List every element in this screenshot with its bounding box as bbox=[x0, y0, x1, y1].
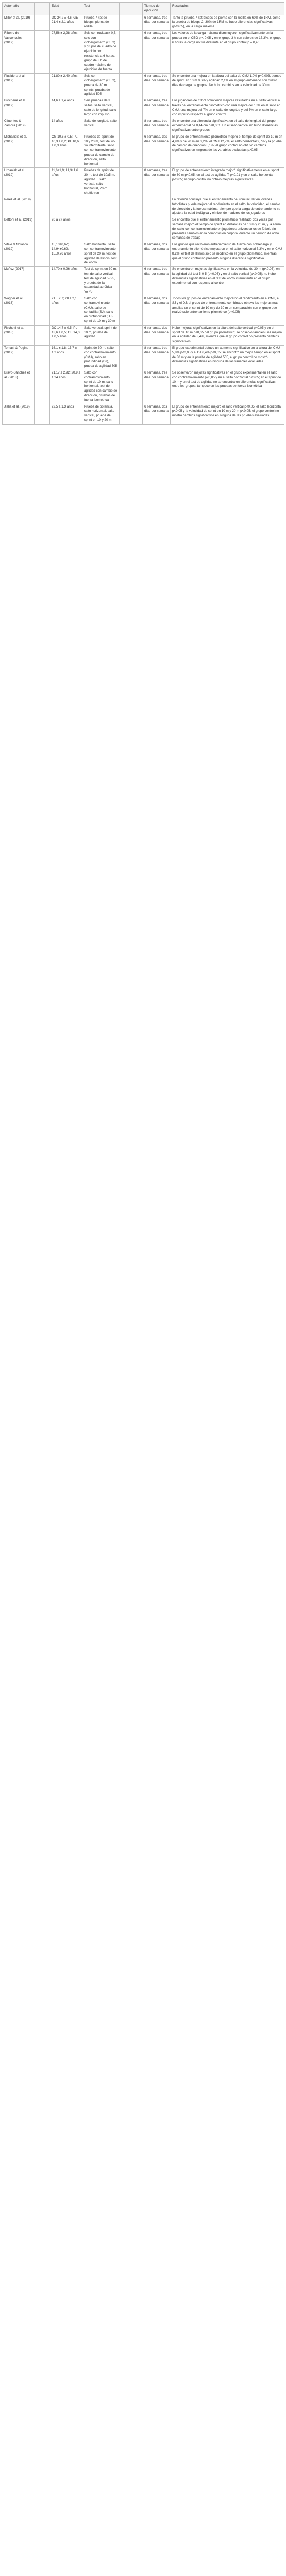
cell-author: Plusiders et al. (2019) bbox=[3, 74, 35, 98]
table-row bbox=[3, 118, 284, 134]
cell-age: 15,13±0,67; 14,94±0,69; 15±0,76 años bbox=[50, 242, 82, 267]
cell-results: Se encontraron mejoras significativas en la velocidad de 30 m (p<0,05), en la agilidad del test 5-0-5 (p<0,05) y en el salto vertical (p<0,05); no hubo diferencias significativas en el test de Yo-Yo intermitente en el grupo experimental con respecto al control bbox=[171, 267, 284, 296]
cell-time bbox=[143, 217, 171, 242]
cell-blank bbox=[35, 345, 50, 370]
header-time: Tiempo de ejecución bbox=[143, 3, 171, 15]
cell-blank bbox=[35, 404, 50, 424]
cell-time: 6 semanas, dos días por semana bbox=[143, 325, 171, 345]
cell-time: 6 semanas, tres días por semana bbox=[143, 15, 171, 30]
cell-test bbox=[82, 217, 120, 242]
cell-time: 8 semanas, tres días por semana bbox=[143, 345, 171, 370]
cell-results: Los jugadores de fútbol obtuvieron mejores resultados en el salto vertical a través del entrenamiento pliométrico con una mejora del 13% en el salto en CMJ, una mejora del 7% en el salto de longitud y del 5% en el salto largo con impulso respecto al grupo control bbox=[171, 98, 284, 118]
cell-age: 14,6 ± 1,4 años bbox=[50, 98, 82, 118]
cell-time: 8 semanas, dos días por semana bbox=[143, 296, 171, 326]
table-row bbox=[3, 404, 284, 424]
cell-author: Tomasi & Pugine (2019) bbox=[3, 345, 35, 370]
cell-age: 21,80 ± 2,40 años bbox=[50, 74, 82, 98]
cell-test: Seis pruebas de 3 saltos, salto vertical, salto de longitud, salto largo con impulso bbox=[82, 98, 120, 118]
cell-results: El grupo de entrenamiento pliométrico mejoró el tiempo de sprint de 10 m en 4,9% y de 20 m en 3,2%, el CMJ 12,7%, el salto horizontal 9,7% y la prueba de cambio de dirección 5,1%; el grupo control no obtuvo cambios significativos en ninguna de las variables evaluadas p>0,05 bbox=[171, 134, 284, 168]
cell-blank bbox=[120, 197, 143, 217]
table-body bbox=[3, 15, 284, 424]
cell-blank bbox=[120, 15, 143, 30]
cell-author: Urbaniak et al. (2019) bbox=[3, 168, 35, 197]
cell-time: 6 semanas, tres días por semana bbox=[143, 98, 171, 118]
table-row bbox=[3, 134, 284, 168]
cell-time: 6 semanas, tres días por semana bbox=[143, 30, 171, 73]
table-row bbox=[3, 15, 284, 30]
cell-blank bbox=[35, 325, 50, 345]
cell-results: Tanto la prueba 7 kpt bíceps de pierna con la rodilla en 60% de 1RM, como la prueba de bíceps 2, 30% de 1RM no hubo diferencias significativas (p<0,05), en la carga máxima bbox=[171, 15, 284, 30]
cell-author: Bravo-Sánchez et al. (2018) bbox=[3, 370, 35, 404]
cell-results: El grupo de entrenamiento integrado mejoró significativamente en el sprint de 30 m p<0,05, en el test de agilidad T p<0,01 y en el salto horizontal p<0,05; el grupo control no obtuvo mejoras significativas bbox=[171, 168, 284, 197]
page bbox=[0, 0, 286, 425]
cell-test: Prueba de potencia, salto horizontal, salto vertical, prueba de sprint en 10 y 20 m bbox=[82, 404, 120, 424]
cell-blank bbox=[120, 325, 143, 345]
cell-blank bbox=[35, 242, 50, 267]
cell-test: Test de sprint en 30 m, test de salto vertical, test de agilidad 5-0-5, y prueba de la capacidad aeróbica Yo-Yo bbox=[82, 267, 120, 296]
cell-blank bbox=[35, 30, 50, 73]
cell-author: Pérez et al. (2019) bbox=[3, 197, 35, 217]
table-row bbox=[3, 242, 284, 267]
cell-author: Michailidis et al. (2019) bbox=[3, 134, 35, 168]
cell-results: Hubo mejoras significativas en la altura del salto vertical p<0,05 y en el sprint de 10 m p<0,05 del grupo pliométrico; se observó también una mejora en la agilidad de 3,4%, mientras que el grupo control no presentó cambios significativos bbox=[171, 325, 284, 345]
header-row bbox=[3, 3, 284, 15]
cell-author: Brocherie et al. (2019) bbox=[3, 98, 35, 118]
cell-time: 8 semanas, dos días por semana bbox=[143, 242, 171, 267]
cell-blank bbox=[120, 98, 143, 118]
cell-test: Prueba 7 kpt de bíceps, pierna de rodilla bbox=[82, 15, 120, 30]
cell-age: 21,17 ± 2,92; 20,9 ± 1,24 años bbox=[50, 370, 82, 404]
header-blank bbox=[120, 3, 143, 15]
cell-author: Muñoz (2017) bbox=[3, 267, 35, 296]
cell-test: Seis con cicloergómetro (CEG), prueba de 30 m sprints, prueba de agilidad 505 bbox=[82, 74, 120, 98]
cell-results: Los grupos que recibieron entrenamiento de fuerza con sobrecarga y entrenamiento pliométrico mejoraron en el salto horizontal 7,3% y en el CMJ 8,2%; el test de Illinois solo se modificó en el grupo pliométrico, mientras que el grupo control no presentó ninguna diferencia significativa bbox=[171, 242, 284, 267]
cell-results: Se encontró que el entrenamiento pliométrico realizado dos veces por semana mejoró el tiempo de sprint en distancias de 10 m y 20 m, y la altura del salto con contramovimiento en jugadores universitarios de fútbol, sin presentar cambios en la composición corporal durante un periodo de ocho semanas de trabajo bbox=[171, 217, 284, 242]
cell-results: Todos los grupos de entrenamiento mejoraron el rendimiento en el CMJ, el SJ y el DJ; el grupo de entrenamiento combinado obtuvo las mejoras más amplias en el sprint de 10 m y de 30 m en comparación con el grupo que realizó solo entrenamiento pliométrico (p<0,05) bbox=[171, 296, 284, 326]
table-row bbox=[3, 370, 284, 404]
results-table bbox=[2, 2, 284, 425]
cell-test: Salto vertical, sprint de 10 m, prueba de agilidad bbox=[82, 325, 120, 345]
cell-blank bbox=[120, 267, 143, 296]
cell-age: 16,1 ± 1,8; 15,7 ± 1,2 años bbox=[50, 345, 82, 370]
header-blank bbox=[35, 3, 50, 15]
cell-time: 6 semanas, dos días por semana bbox=[143, 134, 171, 168]
cell-time: 6 semanas, tres días por semana bbox=[143, 267, 171, 296]
cell-time: 8 semanas, tres días por semana bbox=[143, 118, 171, 134]
cell-results: Se encontró una mejora en la altura del salto de CMJ 1,0% p=0,003, tiempo de sprint en 10 m 0,6% y agilidad 2,1% en el grupo entrenado con cuatro días de carga de grupos. No hubo cambios en la velocidad de 30 m bbox=[171, 74, 284, 98]
cell-age: 27,56 ± 2,98 años bbox=[50, 30, 82, 73]
cell-test: Salto de longitud, salto vertical bbox=[82, 118, 120, 134]
table-header bbox=[3, 3, 284, 15]
cell-test bbox=[82, 197, 120, 217]
cell-blank bbox=[35, 168, 50, 197]
cell-blank bbox=[120, 30, 143, 73]
cell-results: Se observaron mejoras significativas en el grupo experimental en el salto con contramovimiento p<0,05 y en el salto horizontal p<0,05; en el sprint de 10 m y en el test de agilidad no se encontraron diferencias significativas entre los grupos; tampoco en las pruebas de fuerza isométrica bbox=[171, 370, 284, 404]
cell-results: El grupo experimental obtuvo un aumento significativo en la altura del CMJ 5,8% p<0,05 y el DJ 6,4% p<0,05; se encontró un mejor tiempo en el sprint de 30 m y en la prueba de agilidad 505, el grupo control no mostró diferencias significativas en ninguna de las variables evaluadas bbox=[171, 345, 284, 370]
cell-blank bbox=[35, 134, 50, 168]
cell-blank bbox=[120, 168, 143, 197]
cell-blank bbox=[120, 134, 143, 168]
cell-age: CG 10,6 ± 0,5; PL 10,3 ± 0,2; PL 10,6 ± 0,3 años bbox=[50, 134, 82, 168]
cell-blank bbox=[35, 296, 50, 326]
header-author: Autor, año bbox=[3, 3, 35, 15]
cell-test: Pruebas de sprint de 30 m, test de 10x5 m, agilidad T, salto vertical, salto horizontal, 20-m shuttle run bbox=[82, 168, 120, 197]
cell-test: Salto con contramovimiento, sprint de 10 m, salto horizontal, test de agilidad con cambio de dirección, pruebas de fuerza isométrica bbox=[82, 370, 120, 404]
table-row bbox=[3, 267, 284, 296]
cell-author: Jlalia et al. (2019) bbox=[3, 404, 35, 424]
cell-age: 22,5 ± 1,3 años bbox=[50, 404, 82, 424]
cell-blank bbox=[120, 242, 143, 267]
cell-author: Bettoni et al. (2019) bbox=[3, 217, 35, 242]
cell-blank bbox=[35, 197, 50, 217]
header-age: Edad bbox=[50, 3, 82, 15]
cell-test: Sprint de 30 m, salto con contramovimiento (CMJ), salto en profundidad (DJ), prueba de agilidad 505 bbox=[82, 345, 120, 370]
table-row bbox=[3, 98, 284, 118]
cell-results: Los valores de la carga máxima disminuyeron significativamente en la prueba en el CEG p < 0,05 y en el grupo 3 h con valores de 17,3%, el grupo 6 horas la carga no fue diferente en el grupo control p = 0,40 bbox=[171, 30, 284, 73]
cell-author: Miller et al. (2019) bbox=[3, 15, 35, 30]
cell-blank bbox=[120, 74, 143, 98]
cell-age: 14 años bbox=[50, 118, 82, 134]
cell-age: 20 a 27 años bbox=[50, 217, 82, 242]
cell-results: Se encontró una diferencia significativa en el salto de longitud del grupo experimental de 8,44 cm p<0,001. En el salto vertical no hubo diferencias significativas entre grupos bbox=[171, 118, 284, 134]
cell-author: Ribeiro de Vasconcelos (2019) bbox=[3, 30, 35, 73]
cell-age: DC 14,7 ± 0,5; PL 13,6 ± 0,5; GE 14,0 ± 0,5 años bbox=[50, 325, 82, 345]
cell-author: Vitale & Nolasco (2019) bbox=[3, 242, 35, 267]
cell-author: Fischetti et al. (2018) bbox=[3, 325, 35, 345]
table-row bbox=[3, 217, 284, 242]
cell-blank bbox=[120, 345, 143, 370]
cell-blank bbox=[35, 370, 50, 404]
cell-age: DC 24,2 ± 4,6; GE 21,4 ± 2,1 años bbox=[50, 15, 82, 30]
cell-test: Salto con contramovimiento (CMJ), salto de sentadilla (SJ), salto en profundidad (DJ), sprint de 10 m y 30 m bbox=[82, 296, 120, 326]
table-row bbox=[3, 30, 284, 73]
cell-blank bbox=[35, 267, 50, 296]
cell-results: El grupo de entrenamiento mejoró el salto vertical p<0,05, el salto horizontal p<0,05 y la velocidad de sprint en 10 m y 20 m p<0,05; el grupo control no mostró cambios significativos en ninguna de las pruebas evaluadas bbox=[171, 404, 284, 424]
cell-blank bbox=[35, 118, 50, 134]
table-row bbox=[3, 74, 284, 98]
cell-test: Seis con rucksack 0,5, seis con cicloergómetro (CEG) y grupos de cuadro de ejercicio con resistencia a 6 horas, grupo de 3 h de cuadro máximo de ejercicios de fuerza bbox=[82, 30, 120, 73]
cell-time: 8 semanas, tres días por semana bbox=[143, 168, 171, 197]
table-row bbox=[3, 197, 284, 217]
header-test: Test bbox=[82, 3, 120, 15]
cell-time bbox=[143, 197, 171, 217]
cell-blank bbox=[120, 296, 143, 326]
table-row bbox=[3, 345, 284, 370]
cell-test: Pruebas de sprint de 10 y 20 m, test de Yo-Yo intermitente, salto con contramovimiento, prueba de cambio de dirección, salto horizontal bbox=[82, 134, 120, 168]
cell-test: Salto horizontal, salto con contramovimiento, sprint de 20 m, test de agilidad de Illinois, test de Yo-Yo bbox=[82, 242, 120, 267]
cell-blank bbox=[35, 98, 50, 118]
cell-time: 6 semanas, dos días por semana bbox=[143, 404, 171, 424]
cell-time: 6 semanas, tres días por semana bbox=[143, 370, 171, 404]
cell-blank bbox=[35, 15, 50, 30]
cell-author: Wagner et al. (2016) bbox=[3, 296, 35, 326]
cell-time: 6 semanas, tres días por semana bbox=[143, 74, 171, 98]
cell-blank bbox=[35, 217, 50, 242]
table-row bbox=[3, 296, 284, 326]
cell-author: Cifuentes & Zamora (2019) bbox=[3, 118, 35, 134]
header-results: Resultados bbox=[171, 3, 284, 15]
cell-results: La revisión concluye que el entrenamiento neuromuscular en jóvenes futbolistas puede mejorar el rendimiento en el salto, la velocidad, el cambio de dirección y la fuerza máxima, siempre que la carga de entrenamiento se ajuste a la edad biológica y el nivel de madurez de los jugadores bbox=[171, 197, 284, 217]
cell-blank bbox=[120, 118, 143, 134]
cell-blank bbox=[35, 74, 50, 98]
cell-age: 11,6±1,9; 11,3±1,6 años bbox=[50, 168, 82, 197]
cell-blank bbox=[120, 404, 143, 424]
cell-blank bbox=[120, 370, 143, 404]
cell-age: 21 ± 2,7; 20 ± 2,1 años bbox=[50, 296, 82, 326]
table-row bbox=[3, 325, 284, 345]
table-row bbox=[3, 168, 284, 197]
cell-age: 14,70 ± 0,96 años bbox=[50, 267, 82, 296]
cell-age bbox=[50, 197, 82, 217]
cell-blank bbox=[120, 217, 143, 242]
